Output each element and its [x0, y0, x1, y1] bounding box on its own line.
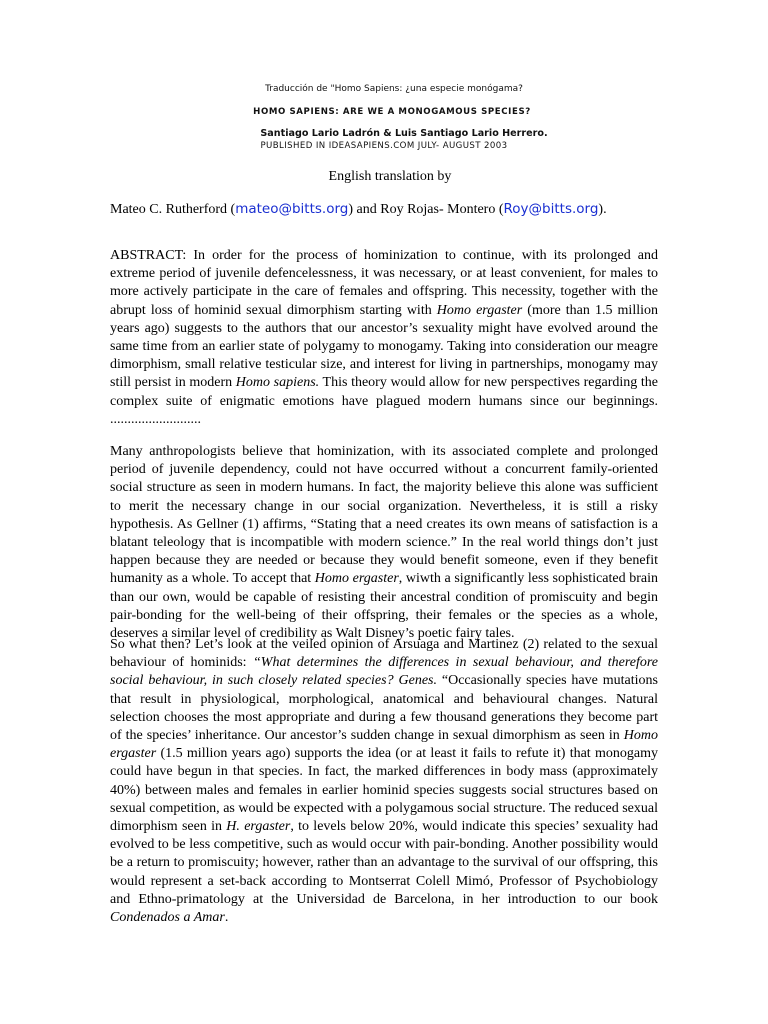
document-title: HOMO SAPIENS: ARE WE A MONOGAMOUS SPECIES?	[253, 107, 531, 117]
body2-text-2: “Occasionally species have mutations that result in physiological, morphological, anatomical and behavioural changes. Natural selection chooses the most appropriate and during a few thousand generations they become part of the species’ inheritance. Our ancestor’s sudden change in sexual dimorphism as seen in	[110, 673, 658, 744]
translator-1-email-link[interactable]: mateo@bitts.org	[235, 201, 349, 217]
translator-1-name: Mateo C. Rutherford (	[110, 202, 236, 217]
body2-italic-4: Condenados a Amar	[110, 910, 225, 926]
abstract-paragraph	[110, 247, 658, 429]
body2-italic-1: “What determines the differences in sexual behaviour, and therefore social behaviour, in such closely related species? Genes.	[110, 655, 658, 689]
body-paragraph-2	[110, 636, 658, 927]
abstract-text-2: (more than 1.5 million years ago) suggests to the authors that our ancestor’s sexuality might have evolved around the same time from an earlier state of polygamy to monogamy. Taking into consideration our meagre dimorphism, small relative testicular size, and interest for living in partnerships, monogamy may still persist in modern	[110, 302, 658, 391]
original-title-line: Traducción de "Homo Sapiens: ¿una especie monógama?	[265, 84, 523, 94]
body1-text-2: , wiwth a significantly less sophisticated brain than our own, would be capable of resisting their ancestral condition of promiscuity and begin pair-bonding for the well-being of their offspring, their females or the species as a whole, deserves a similar level of credibility as Walt Disney’s poetic fairy tales.	[110, 571, 658, 642]
translator-2-email-link[interactable]: Roy@bitts.org	[503, 201, 599, 217]
body-paragraph-1	[110, 443, 658, 643]
body2-text-1: So what then? Let’s look at the veiled opinion of Arsuaga and Martinez (2) related to the sexual behaviour of hominids:	[110, 637, 658, 671]
abstract-text-1: ABSTRACT: In order for the process of hominization to continue, with its prolonged and extreme period of juvenile defencelessness, it was necessary, or at least convenient, for males to more actively participate in the care of females and offspring. This necessity, together with the abrupt loss of hominid sexual dimorphism starting with	[110, 248, 658, 318]
body2-text-5: .	[224, 910, 229, 926]
body1-italic-1: Homo ergaster	[314, 571, 399, 587]
abstract-italic-1: Homo ergaster	[436, 302, 523, 318]
abstract-text-3: This theory would allow for new perspectives regarding the complex suite of enigmatic emotions have plagued modern humans since our beginnings. ..........................	[110, 375, 659, 427]
body2-text-4: , to levels below 20%, would indicate this species’ sexuality had evolved to be less competitive, such as would occur with pair-bonding. Another possibility would be a return to promiscuity; however, rather than an advantage to the survival of our offspring, this would represent a set-back according to Montserrat Colell Mimó, Professor of Psychobiology and Ethno-primatology at the Universidad de Barcelona, in her introduction to our book	[110, 819, 658, 907]
translator-2-name: ) and Roy Rojas- Montero (	[348, 202, 504, 217]
body1-text-1: Many anthropologists believe that hominization, with its associated complete and prolonged period of juvenile dependency, could not have occurred without a concurrent family-oriented social structure as seen in modern humans. In fact, the majority believe this alone was sufficient to merit the necessary change in our social organization. Nevertheless, it is still a risky hypothesis. As Gellner (1) affirms, “Stating that a need creates its own means of satisfaction is a blatant teleology that is incompatible with modern science.” In the real world things don’t just happen because they are needed or because they would benefit someone, even if they benefit humanity as a whole. To accept that	[110, 444, 658, 587]
translators-end: ).	[598, 202, 607, 217]
original-authors: Santiago Lario Ladrón & Luis Santiago Lario Herrero.	[260, 128, 548, 139]
translation-credit: English translation by	[328, 169, 452, 184]
translators-line	[110, 201, 670, 218]
body2-italic-2: Homo ergaster	[110, 728, 658, 762]
body2-text-3: (1.5 million years ago) supports the idea (or at least it fails to refute it) that monogamy could have begun in that species. In fact, the marked differences in body mass (approximately 40%) between males and females in earlier hominid species suggests social structures based on sexual competition, as would be expected with a polygamous social structure. The reduced sexual dimorphism seen in	[110, 746, 658, 835]
publication-line: PUBLISHED IN IDEASAPIENS.COM JULY- AUGUST 2003	[260, 141, 508, 151]
body2-italic-3: H. ergaster	[226, 819, 291, 835]
abstract-italic-2: Homo sapiens.	[235, 375, 320, 391]
